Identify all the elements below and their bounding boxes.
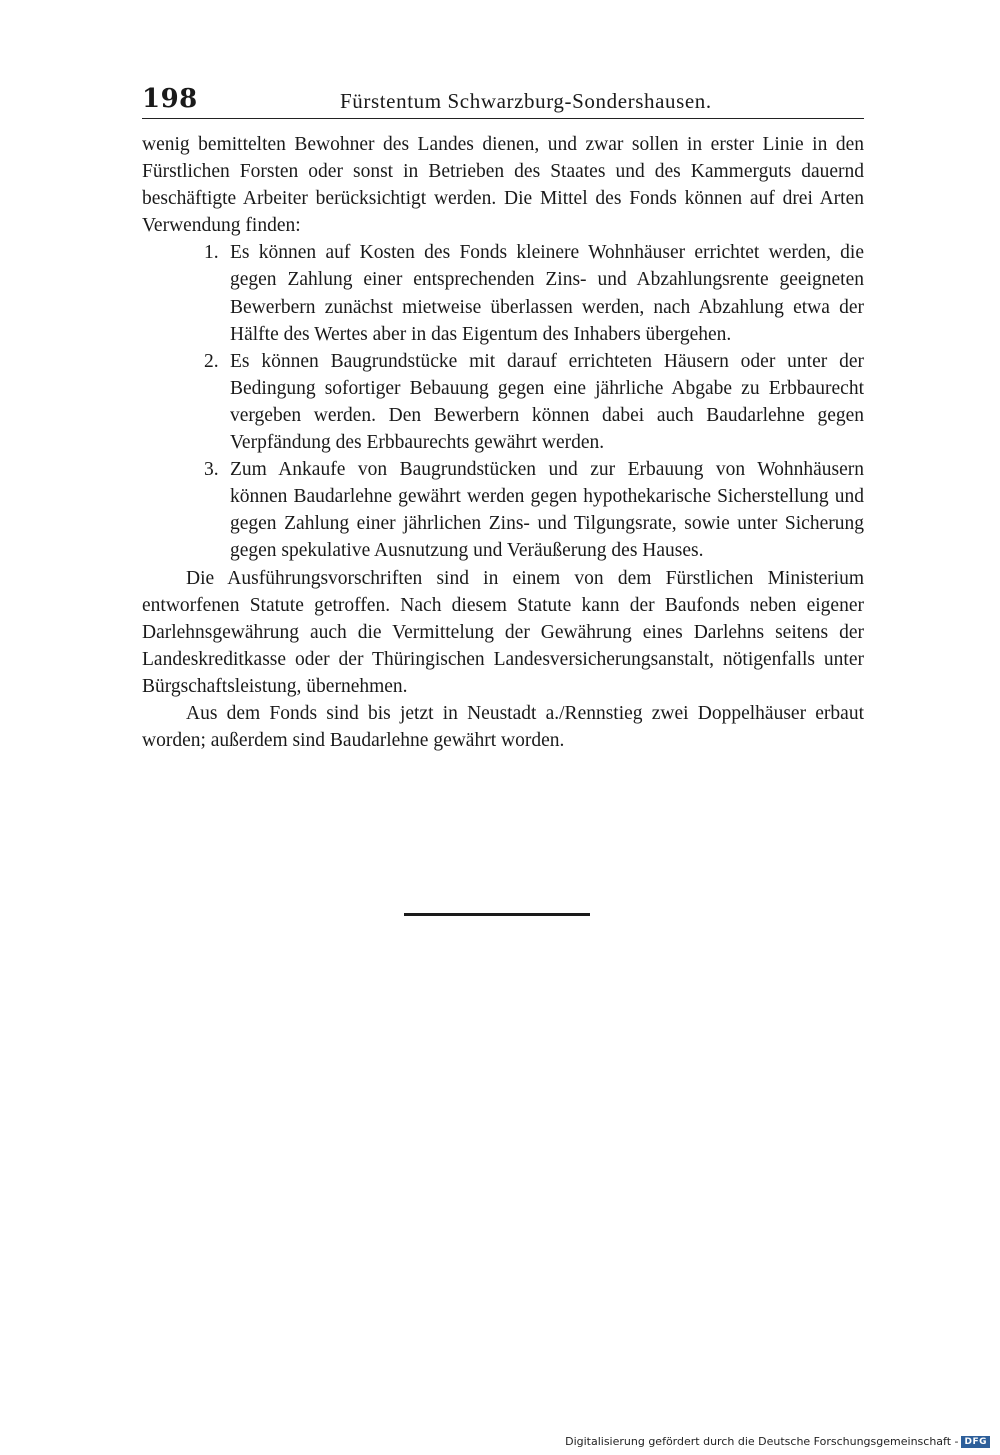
page-header [142, 84, 864, 119]
list-item-number: 3. [204, 459, 219, 481]
dfg-logo: DFG [961, 1436, 990, 1448]
page-number: 198 [142, 84, 198, 114]
paragraph-statute: Die Ausführungsvorschriften sind in einem von dem Fürstlichen Ministerium entworfenen Statute getroffen. Nach diesem Statute kann der Baufonds neben eigener Darlehnsgewährung auch die Vermittelung der Gewährung eines Darlehns seitens der Landeskreditkasse oder der Thüringischen Landesversicherungsanstalt, nötigenfalls unter Bürgschaftsleistung, übernehmen. [142, 567, 864, 697]
digitization-footer [565, 1435, 990, 1449]
footer-credit: Digitalisierung gefördert durch die Deutsche Forschungsgemeinschaft - [565, 1435, 959, 1448]
numbered-list [142, 239, 864, 564]
list-item-number: 2. [204, 350, 219, 372]
paragraph-results: Aus dem Fonds sind bis jetzt in Neustadt a./Rennstieg zwei Doppelhäuser erbaut worden; außerdem sind Baudarlehne gewährt worden. [142, 702, 864, 752]
intro-paragraph: wenig bemittelten Bewohner des Landes dienen, und zwar sollen in erster Linie in den Fürstlichen Forsten oder sonst in Betrieben des Staates und des Kammerguts dauernd beschäftigte Arbeiter berücksichtigt werden. Die Mittel des Fonds können auf drei Arten Verwendung finden: [142, 134, 864, 237]
list-item-text: Zum Ankaufe von Baugrundstücken und zur Erbauung von Wohnhäusern können Baudarlehne gewährt werden gegen hypothekarische Sicherstellung und gegen Zahlung einer jährlichen Zins- und Tilgungsrate, sowie unter Sicherung gegen spekulative Ausnutzung und Veräußerung des Hauses. [230, 459, 864, 562]
body-text [142, 131, 864, 754]
list-item [142, 348, 864, 456]
list-item-text: Es können auf Kosten des Fonds kleinere Wohnhäuser errichtet werden, die gegen Zahlung einer entsprechenden Zins- und Abzahlungsrente geeigneten Bewerbern zunächst mietweise überlassen werden, nach Abzahlung etwa der Hälfte des Wertes aber in das Eigentum des Inhabers übergehen. [230, 242, 864, 345]
section-separator-rule [404, 913, 590, 916]
running-title: Fürstentum Schwarzburg-Sondershausen. [340, 89, 712, 113]
list-item [142, 456, 864, 564]
list-item [142, 239, 864, 347]
list-item-number: 1. [204, 242, 219, 264]
list-item-text: Es können Baugrundstücke mit darauf errichteten Häusern oder unter der Bedingung sofortiger Bebauung gegen eine jährliche Abgabe zu Erbbaurecht vergeben werden. Den Bewerbern können dabei auch Baudarlehne gegen Verpfändung des Erbbaurechts gewährt werden. [230, 350, 864, 454]
